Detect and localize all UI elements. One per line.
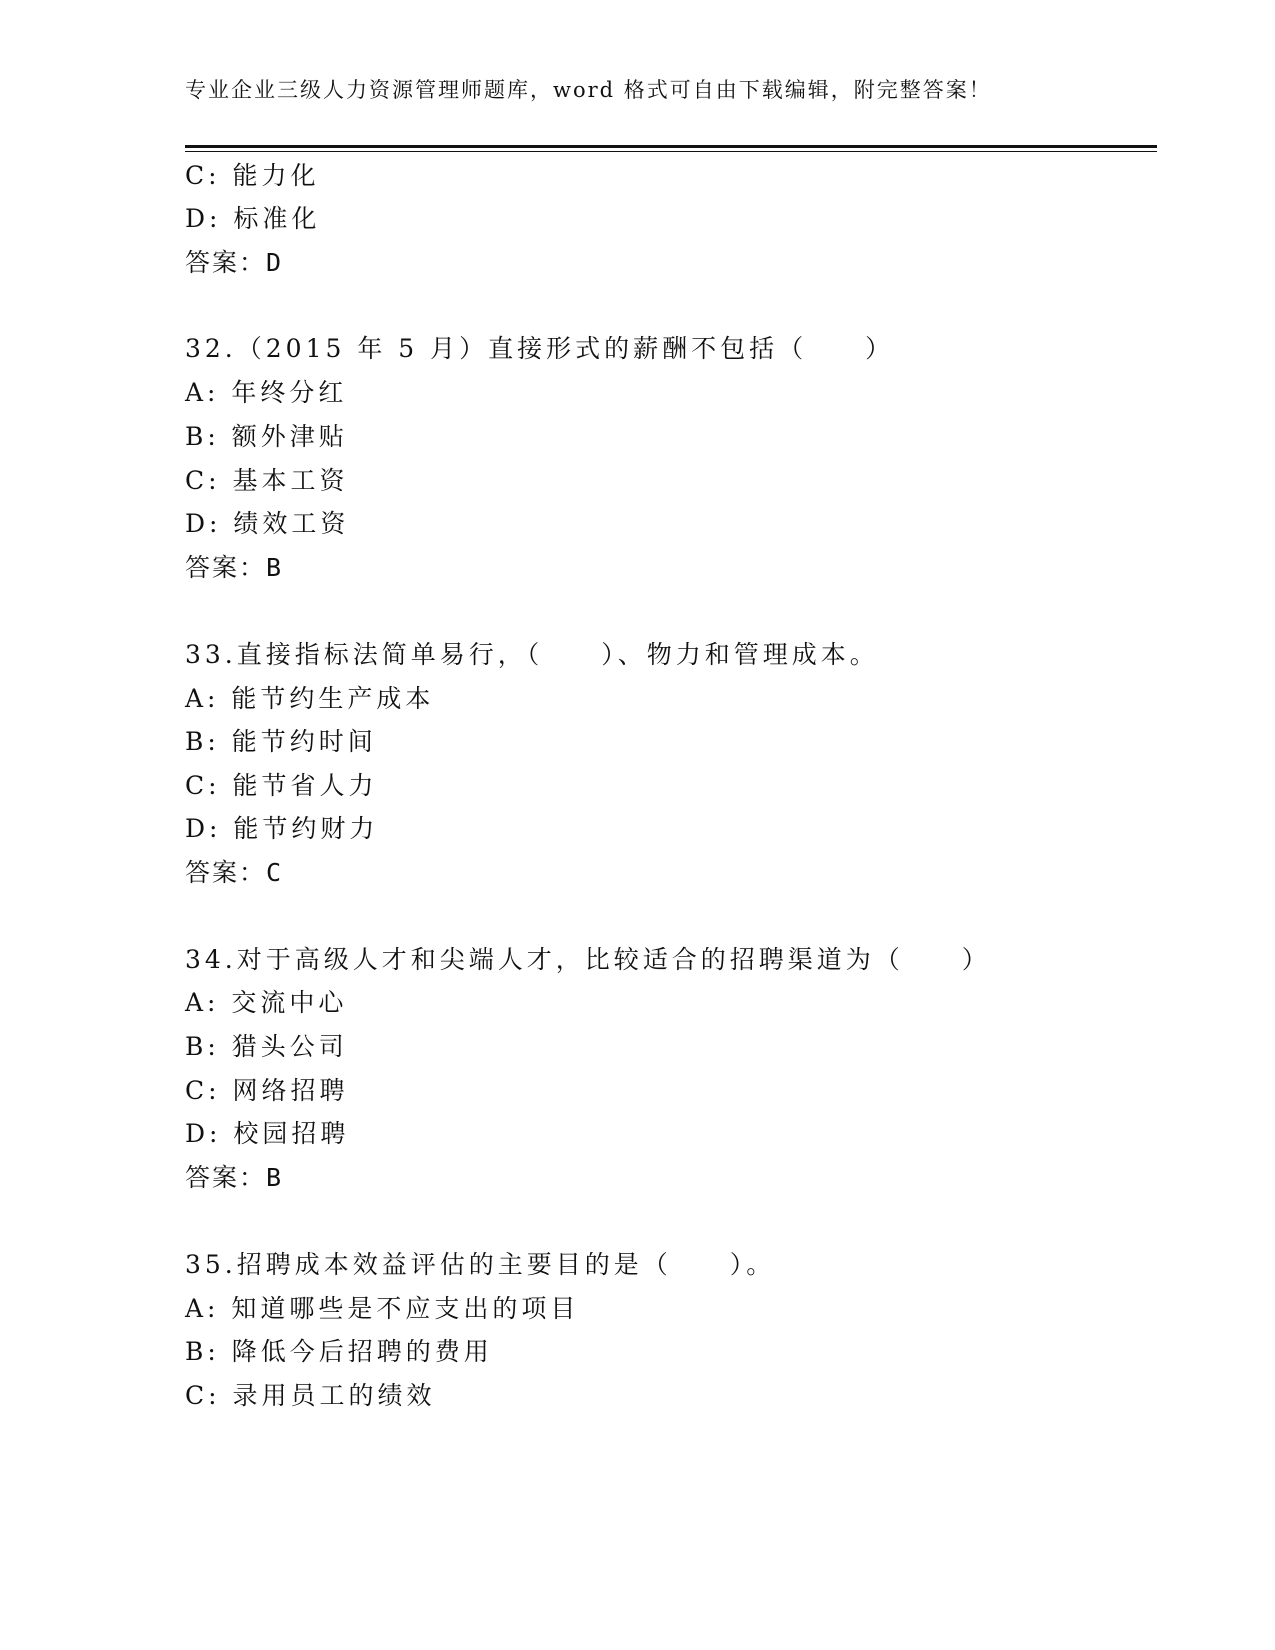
q35-stem: 35.招聘成本效益评估的主要目的是（ ）。 [185, 1250, 776, 1279]
q33-answer [185, 860, 283, 885]
answer-label: 答案： [185, 248, 267, 277]
q35-option-b: B: 降低今后招聘的费用 [185, 1337, 493, 1366]
q34-option-b: B: 猎头公司 [185, 1032, 348, 1061]
q31-option-c: C: 能力化 [185, 161, 320, 190]
answer-value: D [266, 248, 284, 277]
q33-option-d: D: 能节约财力 [185, 814, 379, 843]
q32-answer [185, 555, 283, 580]
header-rule-thick [185, 145, 1157, 148]
q34-answer [185, 1165, 283, 1190]
answer-value: C [266, 858, 284, 887]
q32-option-d: D: 绩效工资 [185, 509, 350, 538]
answer-label: 答案： [185, 1163, 267, 1192]
q34-option-d: D: 校园招聘 [185, 1119, 350, 1148]
q32-option-b: B: 额外津贴 [185, 422, 348, 451]
q35-option-c: C: 录用员工的绩效 [185, 1381, 436, 1410]
q33-option-b: B: 能节约时间 [185, 727, 377, 756]
answer-label: 答案： [185, 553, 267, 582]
q31-answer [185, 250, 283, 275]
q33-option-a: A: 能节约生产成本 [185, 684, 435, 713]
q34-option-c: C: 网络招聘 [185, 1076, 349, 1105]
header-rule-thin [185, 151, 1157, 152]
q31-option-d: D: 标准化 [185, 204, 321, 233]
q34-stem: 34.对于高级人才和尖端人才，比较适合的招聘渠道为（ ） [185, 945, 991, 974]
answer-value: B [266, 553, 284, 582]
q35-option-a: A: 知道哪些是不应支出的项目 [185, 1294, 580, 1323]
q34-option-a: A: 交流中心 [185, 988, 348, 1017]
q32-option-a: A: 年终分红 [185, 378, 348, 407]
q32-stem: 32.（2015 年 5 月）直接形式的薪酬不包括（ ） [185, 334, 895, 363]
answer-value: B [266, 1163, 284, 1192]
q33-stem: 33.直接指标法简单易行，（ ）、物力和管理成本。 [185, 640, 879, 669]
q33-option-c: C: 能节省人力 [185, 771, 378, 800]
page-header: 专业企业三级人力资源管理师题库，word 格式可自由下载编辑，附完整答案！ [185, 78, 992, 102]
q32-option-c: C: 基本工资 [185, 466, 349, 495]
answer-label: 答案： [185, 858, 267, 887]
